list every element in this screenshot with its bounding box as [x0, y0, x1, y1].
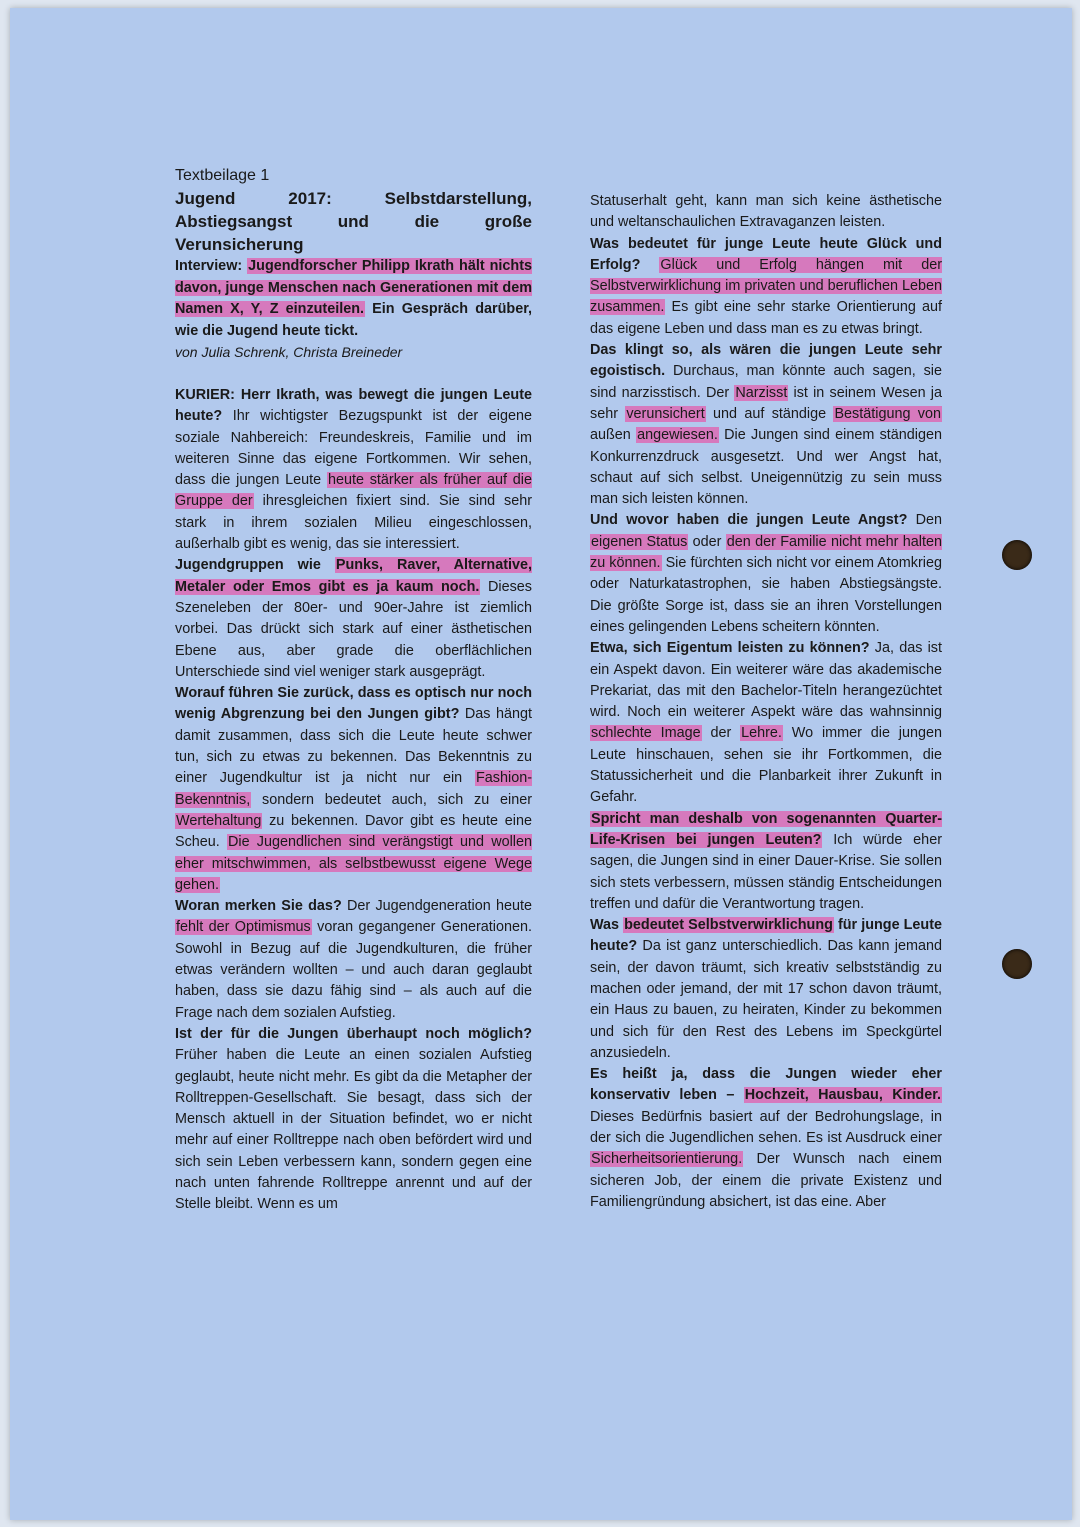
- interview-question: Worauf führen Sie zurück, dass es optisch nur noch wenig Abgrenzung bei den Jungen gibt?: [175, 685, 532, 723]
- interview-question: Das klingt so, als wären die jungen Leute sehr egoistisch.: [590, 342, 942, 380]
- interview-question: Was bedeutet Selbstverwirklichung für junge Leute heute?: [590, 917, 943, 955]
- paragraph: Es heißt ja, dass die Jungen wieder eher konservativ leben – Hochzeit, Hausbau, Kinder. Dieses Bedürfnis basiert auf der Bedrohungslage, in der sich die Jugendlichen sehen. Es ist Ausdruck einer Sicherheitsorientierung. Der Wunsch nach einem sicheren Job, der einem die private Existenz und Familiengründung absichert, ist das eine. Aber: [590, 1066, 942, 1210]
- paragraph: Was bedeutet Selbstverwirklichung für junge Leute heute? Da ist ganz unterschiedlich. Das kann jemand sein, der davon träumt, sich kreativ selbstständig zu machen oder jemand, der mit 17 schon davon träumt, ein Haus zu bauen, zu heiraten, Kinder zu bekommen und sich für den Rest des Lebens im Speckgürtel anzusiedeln.: [590, 917, 943, 1061]
- interview-question: Was bedeutet für junge Leute heute Glück und Erfolg?: [590, 235, 942, 273]
- highlight: Die Jugendlichen sind verängstigt und wollen eher mitschwimmen, als selbstbewusst eigene Wege gehen.: [175, 834, 532, 893]
- highlight: Narzisst: [735, 384, 788, 401]
- highlight: Fashion-Bekenntnis,: [175, 770, 532, 808]
- punch-hole-top: [1002, 540, 1032, 570]
- highlight: den der Familie nicht mehr halten zu können.: [590, 533, 942, 572]
- interview-question: Jugendgruppen wie Punks, Raver, Alternative, Metaler oder Emos gibt es ja kaum noch.: [175, 557, 532, 595]
- paragraph: Und wovor haben die jungen Leute Angst? Den eigenen Status oder den der Familie nicht mehr halten zu können. Sie fürchten sich nicht vor einem Atomkrieg oder Naturkatastrophen, sie haben Abstiegsängste. Die größte Sorge ist, dass sie an ihren Vorstellungen eines gelingenden Lebens scheitern könnten.: [590, 512, 943, 635]
- highlight: angewiesen.: [637, 427, 718, 444]
- paragraph: Etwa, sich Eigentum leisten zu können? Ja, das ist ein Aspekt davon. Ein weiterer wäre das akademische Prekariat, das mit den Bachelor-Titeln herangezüchtet wird. Noch ein weiterer Aspekt wäre das wahnsinnig schlechte Image der Lehre. Wo immer die jungen Leute hinschauen, sehen sie ihr Fortkommen, die Statussicherheit und die Planbarkeit ihrer Zukunft in Gefahr.: [590, 640, 942, 806]
- interview-question: Es heißt ja, dass die Jungen wieder eher konservativ leben – Hochzeit, Hausbau, Kinder.: [590, 1066, 942, 1104]
- right-column: [590, 191, 942, 1213]
- highlight: heute stärker als früher auf die Gruppe der: [175, 472, 532, 510]
- interview-question: Etwa, sich Eigentum leisten zu können?: [590, 640, 870, 657]
- highlight: verunsichert: [626, 405, 705, 422]
- highlight: Bestätigung von: [834, 405, 941, 422]
- attachment-label: Textbeilage 1: [175, 167, 270, 184]
- article-lead: Interview: Jugendforscher Philipp Ikrath hält nichts davon, junge Menschen nach Generationen mit dem Namen X, Y, Z einzuteilen. Ein Gespräch darüber, wie die Jugend heute tickt.: [175, 258, 532, 339]
- highlight: Jugendforscher Philipp Ikrath hält nichts davon, junge Menschen nach Generationen mit dem Namen X, Y, Z einzuteilen.: [175, 258, 532, 317]
- paragraph: Woran merken Sie das? Der Jugendgeneration heute fehlt der Optimismus voran gegangener Generationen. Sowohl in Bezug auf die Jugendkulturen, die früher etwas verändern wollten – und auch daran geglaubt haben, dass sie dazu fähig sind – als auch auf die Frage nach dem sozialen Aufstieg.: [175, 898, 532, 1021]
- highlight: eigenen Status: [591, 533, 688, 550]
- paragraph: Statuserhalt geht, kann man sich keine ästhetische und weltanschaulichen Extravaganzen leisten.: [590, 193, 942, 231]
- highlight: Glück und Erfolg hängen mit der Selbstverwirklichung im privaten und beruflichen Leben zusammen.: [590, 256, 942, 316]
- paragraph: Was bedeutet für junge Leute heute Glück und Erfolg? Glück und Erfolg hängen mit der Selbstverwirklichung im privaten und beruflichen Leben zusammen. Es gibt eine sehr starke Orientierung auf das eigene Leben und dass man es zu etwas bringt.: [590, 235, 942, 337]
- paragraph: Worauf führen Sie zurück, dass es optisch nur noch wenig Abgrenzung bei den Jungen gibt? Das hängt damit zusammen, dass sich die Leute heute schwer tun, sich zu etwas zu bekennen. Das Bekenntnis zu einer Jugendkultur ist ja nicht nur ein Fashion-Bekenntnis, sondern bedeutet auch, sich zu einer Wertehaltung zu bekennen. Davor gibt es heute eine Scheu. Die Jugendlichen sind verängstigt und wollen eher mitschwimmen, als selbstbewusst eigene Wege gehen.: [175, 685, 532, 893]
- highlight: schlechte Image: [591, 725, 701, 742]
- highlight: Sicherheitsorientierung.: [591, 1151, 743, 1168]
- highlight: Wertehaltung: [176, 812, 262, 829]
- interview-question: Und wovor haben die jungen Leute Angst?: [590, 512, 908, 529]
- interview-question: Ist der für die Jungen überhaupt noch möglich?: [175, 1025, 532, 1042]
- paragraph: Jugendgruppen wie Punks, Raver, Alternative, Metaler oder Emos gibt es ja kaum noch. Dieses Szeneleben der 80er- und 90er-Jahre ist ziemlich vorbei. Das drückt sich stark auf einer ästhetischen Ebene aus, aber grade die oberflächlichen Unterschiede sind viel weniger stark ausgeprägt.: [175, 557, 532, 680]
- paragraph: Ist der für die Jungen überhaupt noch möglich? Früher haben die Leute an einen sozialen Aufstieg geglaubt, heute nicht mehr. Es gibt da die Metapher der Rolltreppen-Gesellschaft. Sie besagt, dass sich der Mensch aktuell in der Situation befindet, wo er nicht mehr auf einer Rolltreppe nach oben befördert wird und sich sein Leben verbessern kann, sondern gegen eine nach unten fahrende Rolltreppe anrennt und auf der Stelle bleibt. Wenn es um: [175, 1025, 532, 1213]
- interview-question: Woran merken Sie das?: [175, 898, 342, 915]
- interview-question: KURIER: Herr Ikrath, was bewegt die jungen Leute heute?: [175, 387, 532, 425]
- highlight: bedeutet Selbstverwirklichung: [624, 917, 833, 934]
- highlight: Lehre.: [741, 725, 782, 742]
- interview-question: Spricht man deshalb von sogenannten Quarter-Life-Krisen bei jungen Leuten?: [590, 810, 942, 848]
- paragraph: KURIER: Herr Ikrath, was bewegt die jungen Leute heute? Ihr wichtigster Bezugspunkt ist der eigene soziale Nahbereich: Freundeskreis, Familie und im weiteren Sinne das eigene Fortkommen. Wir sehen, dass die jungen Leute heute stärker als früher auf die Gruppe der ihresgleichen fixiert sind. Sie sind sehr stark in ihrem sozialen Milieu eingeschlossen, außerhalb gibt es wenig, das sie interessiert.: [175, 387, 532, 553]
- article-title: Jugend 2017: Selbstdarstellung, Abstiegsangst und die große Verunsicherung: [175, 189, 532, 254]
- punch-hole-bottom: [1002, 949, 1032, 979]
- paragraph: Spricht man deshalb von sogenannten Quarter-Life-Krisen bei jungen Leuten? Ich würde eher sagen, die Jungen sind in einer Dauer-Krise. Sie sollen sich stets verbessern, müssen ständig Entscheidungen treffen und dafür die Verantwortung tragen.: [590, 810, 942, 912]
- left-column: [175, 165, 532, 1216]
- byline: von Julia Schrenk, Christa Breineder: [175, 344, 403, 360]
- highlight: Punks, Raver, Alternative, Metaler oder Emos gibt es ja kaum noch.: [175, 557, 532, 595]
- highlight: fehlt der Optimismus: [176, 919, 311, 936]
- paragraph: Das klingt so, als wären die jungen Leute sehr egoistisch. Durchaus, man könnte auch sagen, sie sind narzisstisch. Der Narzisst ist in seinem Wesen ja sehr verunsichert und auf ständige Bestätigung von außen angewiesen. Die Jungen sind einem ständigen Konkurrenzdruck ausgesetzt. Und wer Angst hat, schaut auf sich selbst. Uneigennützig zu sein muss man sich leisten können.: [590, 342, 942, 508]
- highlight: Hochzeit, Hausbau, Kinder.: [744, 1087, 942, 1104]
